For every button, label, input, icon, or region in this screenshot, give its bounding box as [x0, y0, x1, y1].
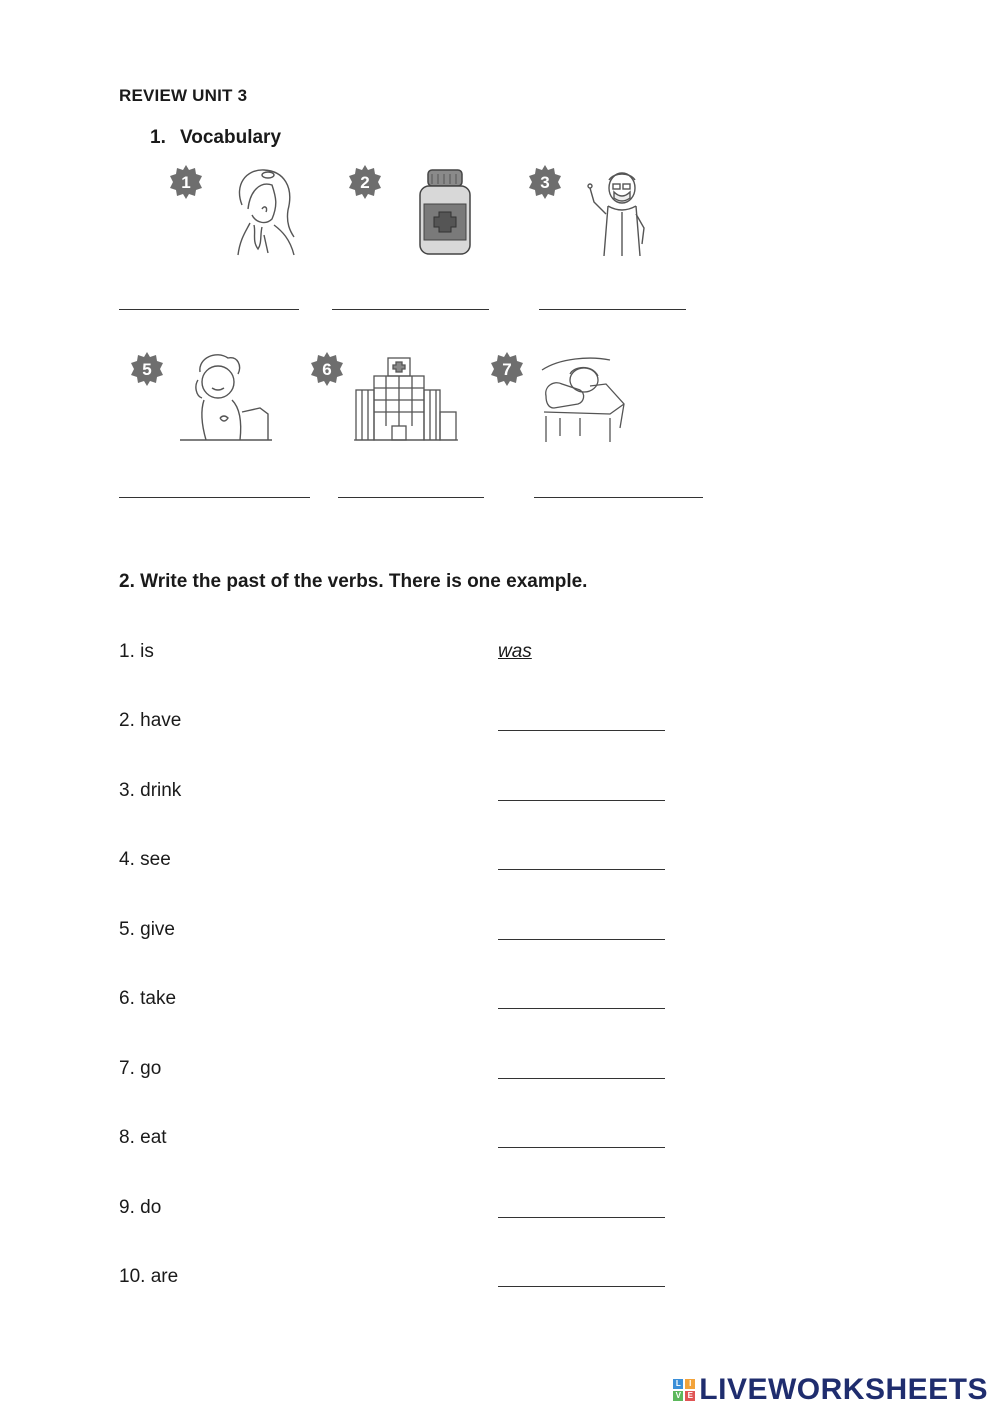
badge-6-label: 6: [322, 360, 332, 379]
logo-icon: [673, 1379, 695, 1401]
badge-3: [528, 165, 562, 199]
answer-blank-2[interactable]: [332, 309, 489, 310]
answer-blank-7[interactable]: [534, 497, 703, 498]
answer-blank-6[interactable]: [338, 497, 484, 498]
verb-8: 8. eat: [119, 1127, 167, 1148]
answer-line-2[interactable]: [498, 730, 665, 731]
badge-2-label: 2: [360, 173, 370, 192]
answer-line-6[interactable]: [498, 1008, 665, 1009]
section-1-number: 1.: [150, 127, 166, 148]
verb-2: 2. have: [119, 710, 182, 731]
verb-5: 5. give: [119, 919, 175, 940]
answer-line-7[interactable]: [498, 1078, 665, 1079]
logo-letter-l: L: [673, 1379, 683, 1389]
answer-blank-1[interactable]: [119, 309, 299, 310]
logo-letter-i: I: [685, 1379, 695, 1389]
verb-1: 1. is: [119, 641, 154, 662]
cough-icon: [228, 165, 300, 257]
liveworksheets-logo: [673, 1374, 988, 1406]
badge-7-label: 7: [502, 360, 512, 379]
badge-1-label: 1: [181, 173, 191, 192]
badge-1: [169, 165, 203, 199]
verb-9: 9. do: [119, 1197, 162, 1218]
logo-text: LIVEWORKSHEETS: [699, 1373, 988, 1406]
verb-4: 4. see: [119, 849, 171, 870]
page-title: REVIEW UNIT 3: [119, 86, 248, 105]
verb-6: 6. take: [119, 988, 177, 1009]
answer-blank-5[interactable]: [119, 497, 310, 498]
answer-line-3[interactable]: [498, 800, 665, 801]
section-1-heading: [150, 127, 281, 149]
badge-5: [130, 352, 164, 386]
answer-line-5[interactable]: [498, 939, 665, 940]
verb-7: 7. go: [119, 1058, 162, 1079]
badge-3-label: 3: [540, 173, 550, 192]
sick-in-bed-icon: [540, 356, 626, 444]
doctor-icon: [584, 168, 652, 258]
medicine-bottle-icon: [416, 168, 474, 256]
answer-line-10[interactable]: [498, 1286, 665, 1287]
hospital-icon: [354, 356, 458, 442]
badge-6: [310, 352, 344, 386]
section-1-title: Vocabulary: [180, 127, 282, 148]
verb-10: 10. are: [119, 1266, 179, 1287]
answer-blank-3[interactable]: [539, 309, 686, 310]
verb-3: 3. drink: [119, 780, 182, 801]
answer-line-8[interactable]: [498, 1147, 665, 1148]
badge-5-label: 5: [142, 360, 152, 379]
logo-letter-e: E: [685, 1391, 695, 1401]
logo-letter-v: V: [673, 1391, 683, 1401]
answer-line-4[interactable]: [498, 869, 665, 870]
badge-2: [348, 165, 382, 199]
answer-line-9[interactable]: [498, 1217, 665, 1218]
toothache-icon: [180, 352, 272, 444]
badge-7: [490, 352, 524, 386]
example-answer: was: [498, 641, 532, 662]
section-2-heading: 2. Write the past of the verbs. There is one example.: [119, 571, 588, 592]
